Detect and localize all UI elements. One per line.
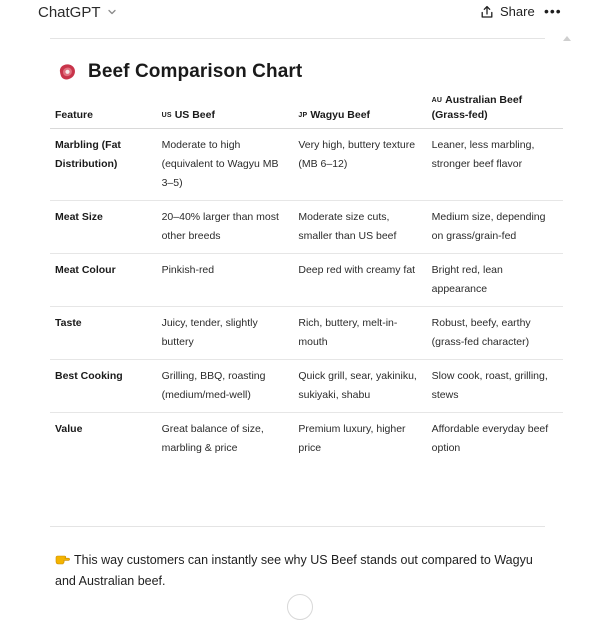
row-feature: Value [55,423,83,435]
header-australian-beef: AU Australian Beef (Grass-fed) [427,93,563,129]
cell-jp: Moderate size cuts, smaller than US beef [293,201,426,254]
row-feature: Meat Size [50,201,157,254]
cell-us: Moderate to high (equivalent to Wagyu MB 3–5) [157,129,294,201]
pointing-hand-icon [55,553,70,565]
table-row [50,129,563,201]
cell-jp: Premium luxury, higher price [298,423,406,454]
header-feature: Feature [50,93,157,129]
meat-icon [56,61,78,83]
cell-jp: Quick grill, sear, yakiniku, sukiyaki, shabu [293,360,426,413]
chevron-down-icon [107,7,117,17]
row-feature: Best Cooking [50,360,157,413]
ellipsis-icon: ••• [544,3,562,19]
share-label: Share [500,4,535,19]
table-row [50,201,563,254]
jp-flag-icon: JP [298,112,308,119]
top-bar [0,0,600,28]
header-wagyu-beef: JP Wagyu Beef [293,93,426,129]
closing-note-text: This way customers can instantly see why US Beef stands out compared to Wagyu and Australian beef. [55,553,533,588]
au-flag-icon: AU [431,97,443,104]
cell-us: Juicy, tender, slightly buttery [157,307,294,360]
scroll-down-button[interactable] [287,594,313,620]
row-feature: Meat Colour [50,254,157,307]
us-flag-icon: US [161,112,172,119]
scroll-up-icon[interactable] [563,36,571,41]
table-row [50,307,563,360]
cell-us: Great balance of size, marbling & price [161,423,264,454]
cell-au: Slow cook, roast, grilling, stews [427,360,563,413]
cell-jp: Deep red with creamy fat [293,254,426,307]
cell-us: 20–40% larger than most other breeds [157,201,294,254]
bottom-divider [50,526,545,527]
row-feature: Taste [50,307,157,360]
beef-comparison-table [50,93,563,465]
model-selector[interactable] [38,4,117,21]
cell-au: Leaner, less marbling, stronger beef flavor [427,129,563,201]
app-title: ChatGPT [38,4,101,21]
top-divider [50,38,545,39]
table-row [50,413,563,466]
share-button[interactable] [480,4,535,19]
row-feature: Marbling (Fat Distribution) [50,129,157,201]
share-icon [480,5,494,19]
table-row [50,360,563,413]
header-us-beef: US US Beef [157,93,294,129]
more-options-button[interactable] [544,3,562,19]
table-header-row [50,93,563,129]
page-title: Beef Comparison Chart [88,61,303,82]
section-heading [56,61,302,83]
cell-jp: Very high, buttery texture (MB 6–12) [293,129,426,201]
cell-us: Grilling, BBQ, roasting (medium/med-well) [157,360,294,413]
table-row [50,254,563,307]
closing-note [55,550,555,592]
cell-au: Robust, beefy, earthy (grass-fed character) [427,307,563,360]
cell-jp: Rich, buttery, melt-in-mouth [293,307,426,360]
cell-au: Affordable everyday beef option [431,423,549,454]
cell-us: Pinkish-red [157,254,294,307]
cell-au: Bright red, lean appearance [427,254,563,307]
cell-au: Medium size, depending on grass/grain-fed [427,201,563,254]
